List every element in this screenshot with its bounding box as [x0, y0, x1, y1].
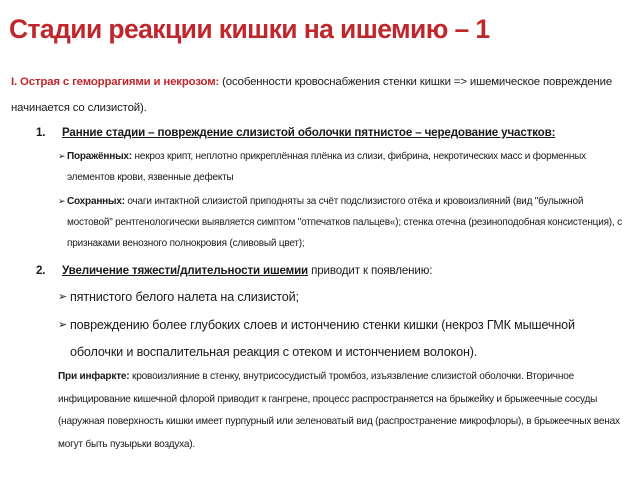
numbered-item-1 [36, 126, 626, 139]
item-heading-rest: приводит к появлению: [308, 264, 433, 277]
sub-point-affected [58, 146, 630, 188]
slide-title: Стадии реакции кишки на ишемию – 1 [9, 14, 490, 44]
intro-text: (особенности кровоснабжения стенки кишки => ишемическое повреждение начинается со слизистой). [11, 76, 613, 114]
infarct-label: При инфаркте: [58, 371, 130, 382]
arrow-bullet-icon: ➢ [58, 196, 66, 206]
item-heading: Ранние стадии – повреждение слизистой оболочки пятнистое – чередование участков: [62, 126, 556, 139]
item-number: 2. [36, 264, 46, 277]
sub-point-text: некроз крипт, неплотно прикреплённая плёнка из слизи, фибрина, некротических масс и форменных элементов крови, язвенные дефекты [67, 151, 586, 183]
item-number: 1. [36, 126, 46, 139]
arrow-bullet-icon: ➢ [58, 291, 68, 303]
infarct-text: кровоизлияние в стенку, внутрисосудистый тромбоз, изъязвление слизистой оболочки. Вторичное инфицирование кишечной флорой приводит к гангрене, процесс распространяется на брыжейку и брыжеечные сосуды (наружная поверхность кишки имеет пурпурный или зеленоватый вид (распространение микрофлоры), в брыжеечных венах могут быть пузырьки воздуха). [58, 371, 620, 450]
list-item-text: повреждению более глубоких слоев и истончению стенки кишки (некроз ГМК мышечной оболочки и воспалительная реакция с отеком и истончением волокон). [70, 318, 575, 359]
list-item-white-plaque [58, 284, 628, 311]
sub-point-text: очаги интактной слизистой приподняты за счёт подслизистого отёка и кровоизлияний (вид "булыжной мостовой" рентгенологически выявляется симптом "отпечатков пальцев«); стенка отечна (резиноподобная консистенция), с признаками венозного полнокровия (сливовый цвет); [67, 196, 622, 249]
item-heading: Увеличение тяжести/длительности ишемии [62, 264, 309, 277]
numbered-item-2 [36, 264, 626, 277]
sub-point-intact [58, 191, 630, 254]
arrow-bullet-icon: ➢ [58, 151, 66, 161]
sub-point-label: Поражённых: [67, 151, 132, 162]
intro-paragraph [11, 69, 631, 121]
arrow-bullet-icon: ➢ [58, 319, 68, 331]
sub-point-label: Сохранных: [67, 196, 125, 207]
intro-lead: I. Острая с геморрагиями и некрозом: [11, 76, 220, 88]
list-item-text: пятнистого белого налета на слизистой; [70, 290, 299, 304]
infarct-paragraph [58, 366, 638, 456]
list-item-deep-damage [58, 312, 628, 366]
